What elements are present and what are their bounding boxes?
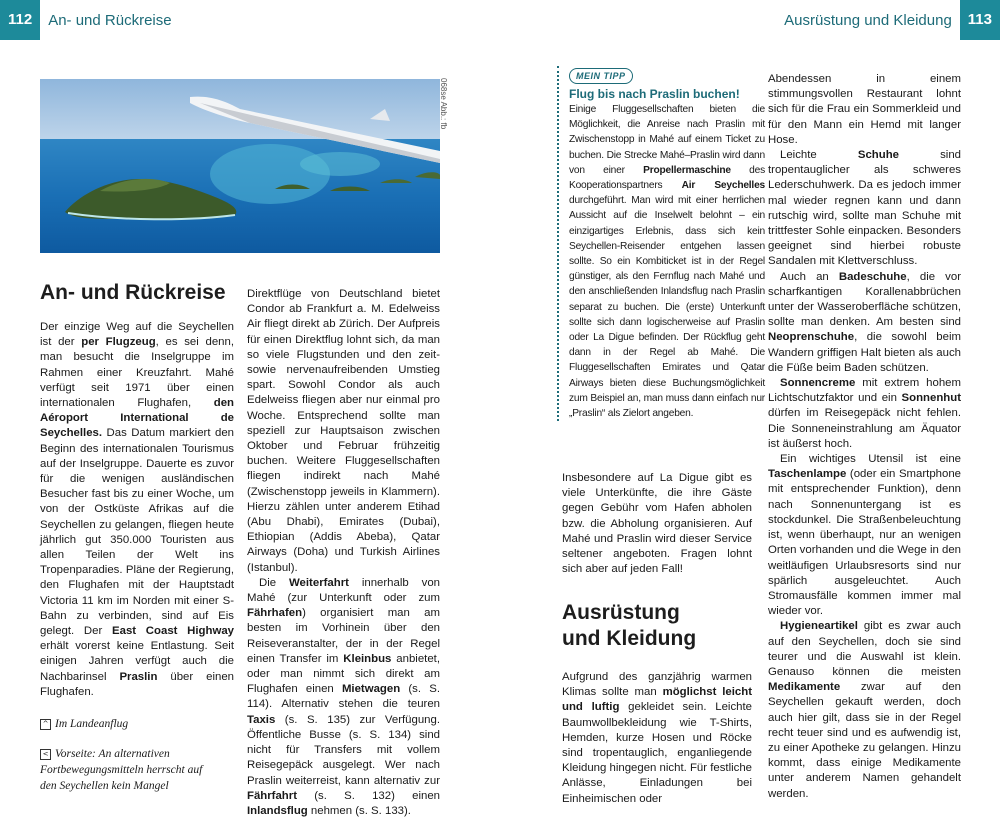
mein-tipp-box	[557, 66, 765, 421]
column-3-intro-text	[562, 471, 752, 577]
caption-landing	[40, 716, 220, 732]
paragraph: Der einzige Weg auf die Seychellen ist der per Flugzeug, es sei denn, man besucht die Inselgruppe im Rahmen einer Kreuzfahrt. Mahé verfügt seit 1971 über einen internationalen Flughafen, den Aéroport International de Seychelles. Das Datum markiert den Beginn des internationalen Tourismus auf der Inselgruppe. Dauerte es zuvor für die wenigen ausländischen Besucher fast bis zu einer Woche, um von der Ostküste Afrikas auf die Seychellen zu gelangen, fliegen heute jährlich gut 350.000 Touristen aus allen Teilen der Welt ins Tropenparadies. Pläne der Regierung, den Flughafen mit der Hauptstadt Victoria 11 km im Norden mit einer S-Bahn zu verbinden, sind auf Eis gelegt. Der East Coast Highway erhält vorerst keine Entlastung. Seit einigen Jahren verfügt auch die Nachbarinsel Praslin über einen Flughafen.	[40, 321, 235, 698]
paragraph: Abendessen in einem stimmungsvollen Restaurant lohnt sich für die Frau ein Sommerkleid und für den Mann ein Hemd mit langer Hose.	[768, 73, 961, 146]
column-3-intro	[562, 471, 752, 577]
caption-previous-page-text: Vorseite: An alternativen Fortbewegungsmitteln herrscht auf den Seychellen kein Mangel	[40, 748, 203, 792]
column-3-paragraph: Aufgrund des ganzjährig warmen Klimas sollte man möglichst leicht und luftig gekleidet sein. Leichte Baumwollbekleidung wie T-Shirts, Hemden, kurze Hosen und Röcke sind tropentauglich, enganliegende Kleidung hingegen nicht. Für festliche Anlässe, Einladungen bei Einheimischen oder	[562, 671, 753, 805]
paragraph: Ein wichtiges Utensil ist eine Taschenlampe (oder ein Smartphone mit entsprechender Funktion), denn nach Sonnenuntergang ist es stockdunkel. Die Straßenbeleuchtung ist, wenn überhaupt, nur an wenigen Orten vorhanden und die Wege in den weitläufigen Urlaubsresorts sind nur spärlich ausgeleuchtet. Auch Stromausfälle kommen immer mal wieder vor.	[768, 453, 961, 618]
column-1	[40, 320, 234, 700]
section-heading-line-1: Ausrüstung	[562, 601, 680, 624]
column-1-text	[40, 320, 234, 700]
column-2	[247, 287, 440, 819]
column-4	[768, 72, 961, 802]
mein-tipp-body-text: Einige Fluggesellschaften bieten die Möglichkeit, die Anreise nach Praslin mit Zwischenstopp in Mahé auf einem Ticket zu buchen. Die Strecke Mahé–Praslin wird dann von einer Propellermaschine des Kooperationspartners Air Seychelles durchgeführt. Man wird mit einer herrlichen Aussicht auf die Inselwelt belohnt – ein einzigartiges Erlebnis, dass sich kein Seychellen-Reisender entgehen lassen sollte. So ein Kombiticket ist in der Regel günstiger, als den Fernflug nach Mahé und den anschließenden Inlandsflug nach Praslin separat zu buchen. Die (erste) Unterkunft sollte sich dann logischerweise auf Praslin oder La Digue befinden. Der Rückflug geht dann in der Regel ab Mahé. Die Fluggesellschaften Emirates und Qatar Airways bieten diese Buchungsmöglichkeit zum Beispiel an, man muss dann einfach nur „Praslin“ als Zielort angeben.	[569, 104, 765, 420]
column-4-text	[768, 72, 961, 802]
mein-tipp-badge: MEIN TIPP	[569, 68, 633, 84]
caption-arrow-left-icon: <	[40, 749, 51, 760]
photo-credit: 068se Abb.: fb	[439, 78, 448, 130]
column-2-text	[247, 287, 440, 819]
paragraph: Insbesondere auf La Digue gibt es viele Unterkünfte, die ihre Gäste gegen Gebühr vom Hafen abholen bzw. die Abholung organisieren. Auf Mahé und Praslin wird dieser Service seltener angeboten. Fragen lohnt sich aber auf jeden Fall!	[562, 472, 752, 576]
section-heading-ausruestung	[562, 600, 696, 652]
caption-previous-page	[40, 746, 220, 794]
column-3-text	[562, 670, 752, 807]
caption-arrow-up-icon: ^	[40, 719, 51, 730]
paragraph: Hygieneartikel gibt es zwar auch auf den Seychellen, doch sie sind teurer und die Auswahl ist klein. Genauso können die meisten Medikamente zwar auf den Seychellen gekauft werden, doch auch hier gilt, dass sie in der Regel recht teuer sind und es aufwendig ist, zu einer Apotheke zu gelangen. Hinzu kommt, dass einige Medikamente unter anderem Namen gehandelt werden.	[768, 620, 961, 800]
section-heading-line-2: und Kleidung	[562, 627, 697, 650]
paragraph: Sonnencreme mit extrem hohem Lichtschutzfaktor und ein Sonnenhut dürfen im Reisegepäck nicht fehlen. Die Sonneneinstrahlung am Äquator ist äußerst hoch.	[768, 377, 961, 450]
paragraph: Direktflüge von Deutschland bietet Condor ab Frankfurt a. M. Edelweiss Air fliegt direkt ab Zürich. Der Aufpreis für einen Direktflug lohnt sich, da man so viele Flugstunden und den zeit- sowie nervenaufreibenden Umstieg spart. Sowohl Condor als auch Edelweiss fliegen aber nur einmal pro Woche. Entsprechend sollte man speziell zur Hauptsaison zwischen Oktober und Februar frühzeitig buchen. Weitere Fluggesellschaften fliegen indirekt nach Mahé (Zwischenstopp jeweils in Klammern). Hierzu zählen unter anderem Etihad (Abu Dhabi), Emirates (Dubai), Ethiopian (Addis Abeba), Qatar Airways (Doha) und Turkish Airlines (Istanbul).	[247, 288, 440, 574]
mein-tipp-title: Flug bis nach Praslin buchen!	[569, 87, 740, 101]
left-running-title: An- und Rückreise	[48, 11, 172, 29]
aerial-photo	[40, 79, 440, 253]
right-page-number: 113	[960, 0, 1000, 40]
paragraph: Auch an Badeschuhe, die vor scharfkantigen Korallenabbrüchen unter der Wasseroberfläche schützen, sollte man denken. Am besten sind Neoprenschuhe, die sowohl beim Wandern griffigen Halt bieten als auch die Füße beim Baden schützen.	[768, 270, 961, 374]
section-heading-an-und-rueckreise: An- und Rückreise	[40, 281, 226, 304]
left-page-number: 112	[0, 0, 40, 40]
right-running-title: Ausrüstung und Kleidung	[784, 11, 952, 29]
left-page-header	[0, 0, 180, 40]
caption-landing-text: Im Landeanflug	[55, 718, 129, 730]
paragraph: Die Weiterfahrt innerhalb von Mahé (zur Unterkunft oder zum Fährhafen) organisiert man am besten im Vorhinein über den Reiseveranstalter, der in der Regel einen Transfer im Kleinbus anbietet, oder man nimmt sich direkt am Flughafen einen Mietwagen (s. S. 114). Alternativ stehen die teuren Taxis (s. S. 135) zur Verfügung. Öffentliche Busse (s. S. 134) sind nicht für Transfers mit vollem Reisegepäck ausgelegt. Wer nach Praslin weiterreist, kann alternativ zur Fährfahrt (s. S. 132) einen Inlandsflug nehmen (s. S. 133).	[247, 576, 440, 817]
mein-tipp-body	[569, 102, 765, 421]
aerial-photo-drawing	[40, 79, 440, 253]
paragraph: Leichte Schuhe sind tropentauglicher als schweres Lederschuhwerk. Da es jedoch immer mal wieder regnen kann und dann rutschig wird, sollte man Schuhe mit trittfester Sohle einpacken. Besonders geeignet sind hierbei robuste Sandalen mit Klettverschluss.	[768, 149, 961, 268]
right-page-header	[776, 0, 1000, 40]
